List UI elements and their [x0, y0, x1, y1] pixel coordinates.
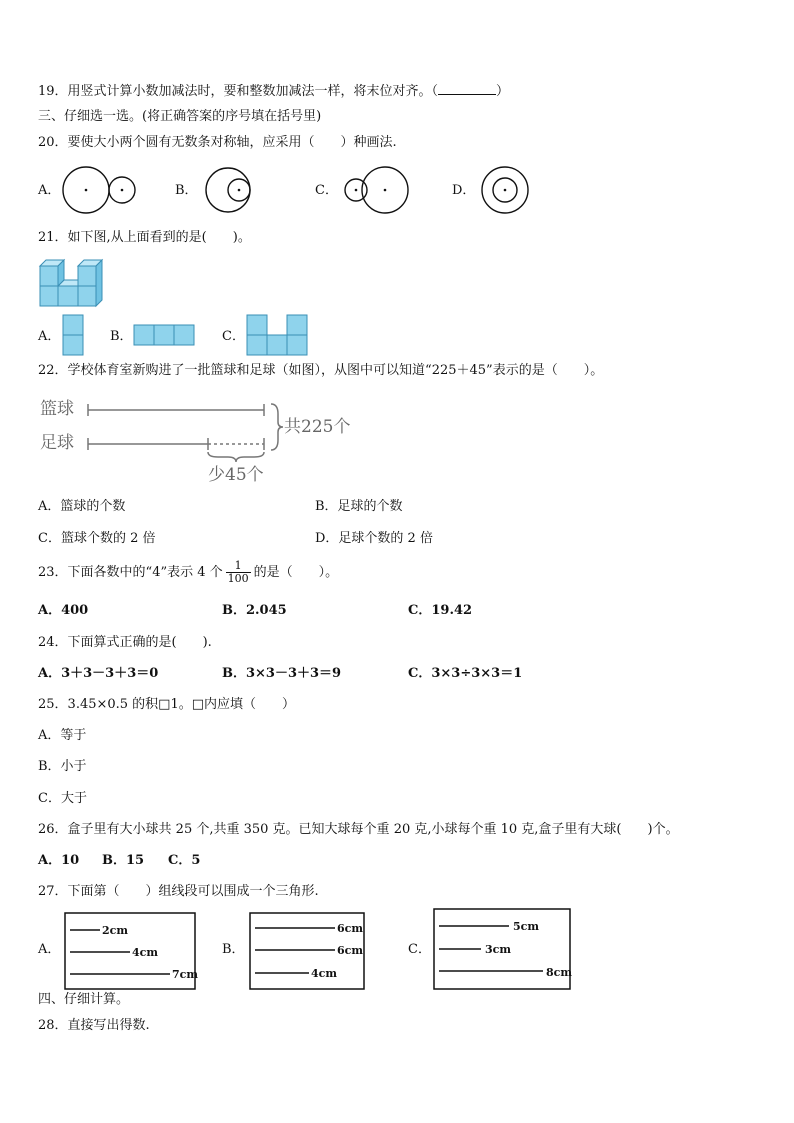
q20-option-b-circles: [205, 164, 255, 216]
question-26: 26．盒子里有大小球共 25 个,共重 350 克。已知大球每个重 20 克,小球每个重 10 克,盒子里有大球( )个。: [38, 822, 679, 837]
seg-c1-label: 5cm: [513, 920, 539, 933]
answer-blank: [438, 82, 496, 95]
q26-option-b: B．15: [102, 853, 145, 868]
q25-option-a: A．等于: [38, 728, 87, 743]
q24-option-a: A．3＋3－3＋3＝0: [38, 666, 159, 681]
q24-option-b: B．3×3－3＋3＝9: [222, 666, 342, 681]
question-20: 20．要使大小两个圆有无数条对称轴，应采用（ ）种画法.: [38, 135, 397, 150]
q20-option-c-circles: [342, 164, 412, 216]
q27-option-c-box: [433, 908, 571, 990]
question-23: [38, 558, 338, 588]
q23-text-pre: 23．下面各数中的“4”表示 4 个: [38, 565, 223, 580]
q22-option-d: D．足球个数的 2 倍: [315, 531, 433, 546]
q23-option-a: A．400: [38, 603, 89, 618]
q22-segment-diagram: [38, 392, 368, 484]
seg-c2-label: 3cm: [485, 943, 511, 956]
q27-option-a-label: A．: [38, 942, 61, 957]
q21-option-a-label: A．: [38, 329, 61, 344]
total-label: 共225个: [284, 417, 351, 437]
q19-text: 19．用竖式计算小数加减法时，要和整数加减法一样，将末位对齐。（: [38, 84, 439, 99]
section-3-heading: 三、仔细选一选。(将正确答案的序号填在括号里): [38, 109, 322, 124]
seg-a3-label: 7cm: [172, 968, 198, 981]
q22-option-a: A．篮球的个数: [38, 499, 126, 514]
question-21: 21．如下图,从上面看到的是( )。: [38, 230, 251, 245]
question-22: 22．学校体育室新购进了一批篮球和足球（如图），从图中可以知道“225＋45”表示的是（ ）。: [38, 363, 604, 378]
question-25: 25．3.45×0.5 的积□1。□内应填（ ）: [38, 697, 296, 712]
q21-option-c-label: C．: [222, 329, 245, 344]
q19-close: ）: [496, 84, 510, 99]
q21-option-b-label: B．: [110, 329, 133, 344]
seg-a2-label: 4cm: [132, 946, 158, 959]
q20-option-b-label: B．: [175, 183, 198, 198]
q20-option-a-label: A．: [38, 183, 61, 198]
q27-option-a-box: [64, 912, 196, 990]
q23-option-b: B．2.045: [222, 603, 287, 618]
seg-c3-label: 8cm: [546, 966, 572, 979]
fraction-numerator: 1: [226, 560, 251, 573]
q20-option-d-circles: [480, 164, 532, 216]
q21-cube-figure: [38, 258, 108, 308]
question-19: [38, 82, 509, 101]
fraction-one-hundredth: [226, 560, 251, 585]
q25-option-c: C．大于: [38, 791, 87, 806]
seg-b3-label: 4cm: [311, 967, 337, 980]
q24-option-c: C．3×3÷3×3＝1: [408, 666, 523, 681]
question-27: 27．下面第（ ）组线段可以围成一个三角形.: [38, 884, 319, 899]
q22-option-c: C．篮球个数的 2 倍: [38, 531, 156, 546]
section-4-heading: 四、仔细计算。: [38, 992, 130, 1007]
q26-option-a: A．10: [38, 853, 80, 868]
q20-option-c-label: C．: [315, 183, 338, 198]
seg-a1-label: 2cm: [102, 924, 128, 937]
q27-option-c-label: C．: [408, 942, 431, 957]
q27-option-b-box: [249, 912, 365, 990]
q21-option-b-view: [133, 324, 195, 346]
q20-option-d-label: D．: [452, 183, 476, 198]
q20-option-a-circles: [60, 164, 140, 216]
q23-text-post: 的是（ ）。: [253, 565, 339, 580]
q23-option-c: C．19.42: [408, 603, 473, 618]
difference-label: 少45个: [208, 465, 264, 485]
q27-option-b-label: B．: [222, 942, 245, 957]
seg-b1-label: 6cm: [337, 922, 363, 935]
q21-option-a-view: [62, 314, 84, 358]
football-label: 足球: [40, 433, 74, 453]
question-28: 28．直接写出得数.: [38, 1018, 150, 1033]
question-24: 24．下面算式正确的是( ).: [38, 635, 212, 650]
q25-option-b: B．小于: [38, 759, 87, 774]
q21-option-c-view: [246, 314, 308, 358]
q26-option-c: C．5: [168, 853, 201, 868]
basketball-label: 篮球: [40, 399, 74, 419]
seg-b2-label: 6cm: [337, 944, 363, 957]
fraction-denominator: 100: [227, 572, 249, 585]
q22-option-b: B．足球的个数: [315, 499, 403, 514]
